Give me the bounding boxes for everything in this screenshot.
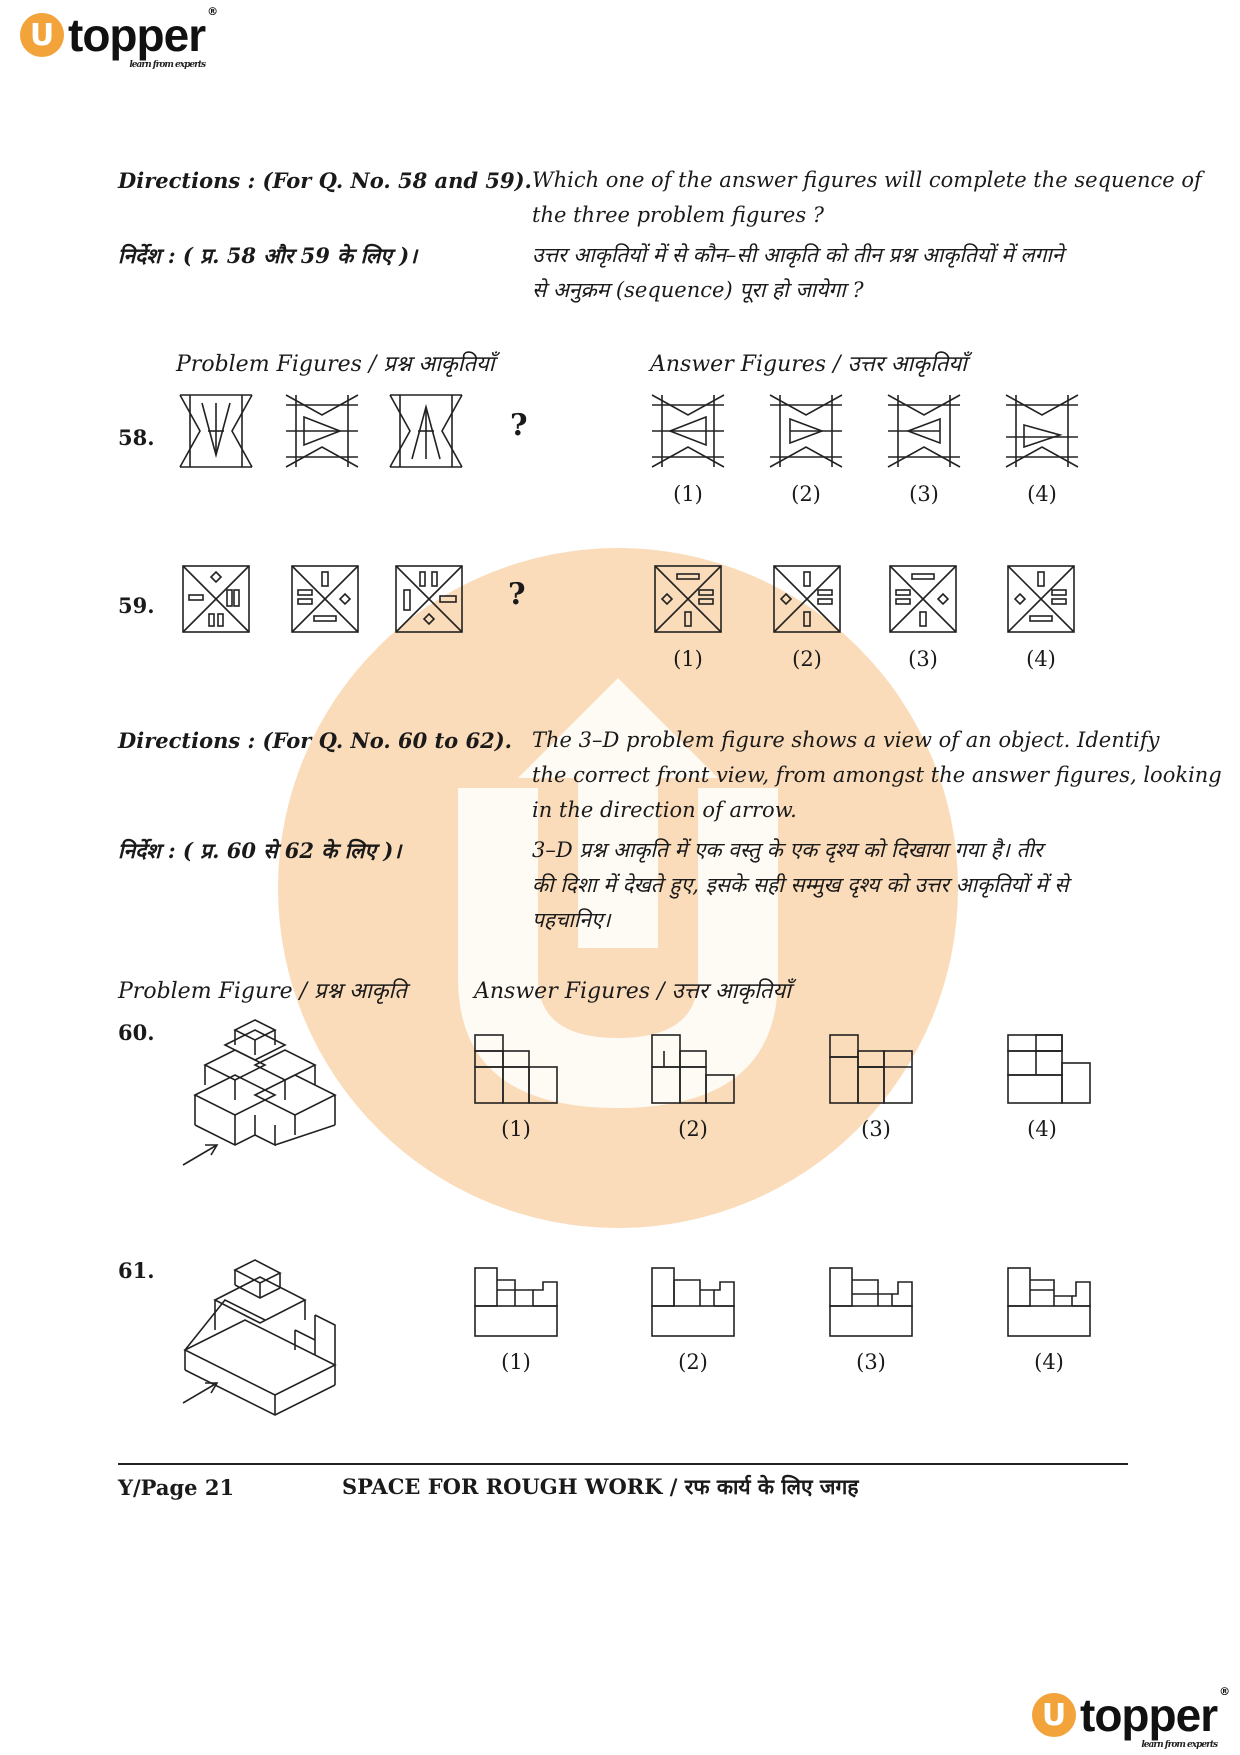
question-number: 61. [118,1258,155,1283]
q61-option-label: (4) [1034,1350,1064,1374]
directions-58-59-text-en-2: the three problem figures ? [532,203,825,227]
q60-option-label: (1) [501,1117,531,1141]
q59-answer-figure-3[interactable] [890,566,956,632]
q59-option-label: (1) [673,647,703,671]
q61-answer-figure-2[interactable] [652,1268,734,1338]
directions-58-59-en: Directions : (For Q. No. 58 and 59). [118,168,532,193]
logo-wordmark: topper ® learn from experts [68,5,218,70]
q59-problem-figure-2 [292,566,358,632]
page-number: Y/Page 21 [118,1475,235,1500]
q59-answer-figure-2[interactable] [774,566,840,632]
directions-58-59-text-hi-1: उत्तर आकृतियों में से कौन–सी आकृति को तीन प्रश्न आकृतियों में लगाने [532,243,1064,267]
question-number: 59. [118,593,155,618]
q58-answer-figure-2[interactable] [770,395,842,467]
q59-option-label: (2) [792,647,822,671]
directions-58-59-text-hi-2: से अनुक्रम (sequence) पूरा हो जायेगा ? [532,278,864,302]
directions-60-62-text-en-3: in the direction of arrow. [532,798,797,822]
directions-58-59-text-en-1: Which one of the answer figures will complete the sequence of [532,168,1202,192]
directions-60-62-text-hi-2: की दिशा में देखते हुए, इसके सही सम्मुख दृश्य को उत्तर आकृतियों में से [532,873,1069,897]
footer-divider [118,1463,1128,1465]
question-number: 58. [118,425,155,450]
q61-option-label: (1) [501,1350,531,1374]
q61-option-label: (3) [856,1350,886,1374]
q58-answer-figure-3[interactable] [888,395,960,467]
q58-problem-figure-3 [390,395,462,467]
directions-60-62-text-en-1: The 3–D problem figure shows a view of an object. Identify [532,728,1160,752]
q58-question-mark: ? [510,408,528,443]
logo-wordmark: topper ® learn from experts [1080,1685,1230,1750]
directions-60-62-en: Directions : (For Q. No. 60 to 62). [118,728,512,753]
question-number: 60. [118,1020,155,1045]
brand-logo-top [20,5,218,70]
q60-option-label: (4) [1027,1117,1057,1141]
problem-figure-header: Problem Figure / प्रश्न आकृति [118,979,407,1004]
q58-option-label: (4) [1027,482,1057,506]
directions-60-62-text-en-2: the correct front view, from amongst the answer figures, looking [532,763,1222,787]
directions-58-59-hi: निर्देश : ( प्र. 58 और 59 के लिए )। [118,243,418,268]
q61-answer-figure-4[interactable] [1008,1268,1090,1338]
q61-option-label: (2) [678,1350,708,1374]
q61-problem-3d-figure [175,1255,345,1415]
answer-figures-header: Answer Figures / उत्तर आकृतियाँ [650,352,967,377]
q59-answer-figure-4[interactable] [1008,566,1074,632]
q61-answer-figure-1[interactable] [475,1268,557,1338]
q58-option-label: (1) [673,482,703,506]
rough-work-label: SPACE FOR ROUGH WORK / रफ कार्य के लिए जगह [342,1474,859,1499]
registered-mark: ® [207,5,218,18]
q60-answer-figure-3[interactable] [830,1035,912,1105]
q58-option-label: (2) [791,482,821,506]
q59-problem-figure-1 [183,566,249,632]
q60-answer-figure-2[interactable] [652,1035,734,1105]
logo-tagline: learn from experts [1141,1740,1218,1750]
q61-answer-figure-3[interactable] [830,1268,912,1338]
q60-problem-3d-figure [175,1015,345,1175]
q59-question-mark: ? [508,577,526,612]
q60-answer-figure-1[interactable] [475,1035,557,1105]
q58-problem-figure-1 [180,395,252,467]
logo-u-icon: U [1032,1693,1076,1737]
q60-answer-figure-4[interactable] [1008,1035,1090,1105]
registered-mark: ® [1219,1685,1230,1698]
logo-u-icon: U [20,13,64,57]
directions-60-62-text-hi-3: पहचानिए। [532,908,611,932]
answer-figures-header: Answer Figures / उत्तर आकृतियाँ [474,979,791,1004]
q58-option-label: (3) [909,482,939,506]
q59-option-label: (3) [908,647,938,671]
q59-option-label: (4) [1026,647,1056,671]
problem-figures-header: Problem Figures / प्रश्न आकृतियाँ [176,352,495,377]
q60-option-label: (3) [861,1117,891,1141]
q58-answer-figure-1[interactable] [652,395,724,467]
q59-answer-figure-1[interactable] [655,566,721,632]
q58-answer-figure-4[interactable] [1006,395,1078,467]
q60-option-label: (2) [678,1117,708,1141]
logo-tagline: learn from experts [129,60,206,70]
directions-60-62-text-hi-1: 3–D प्रश्न आकृति में एक वस्तु के एक दृश्य को दिखाया गया है। तीर [532,838,1043,862]
brand-logo-bottom [1032,1685,1230,1750]
q59-problem-figure-3 [396,566,462,632]
q58-problem-figure-2 [286,395,358,467]
directions-60-62-hi: निर्देश : ( प्र. 60 से 62 के लिए )। [118,838,402,863]
